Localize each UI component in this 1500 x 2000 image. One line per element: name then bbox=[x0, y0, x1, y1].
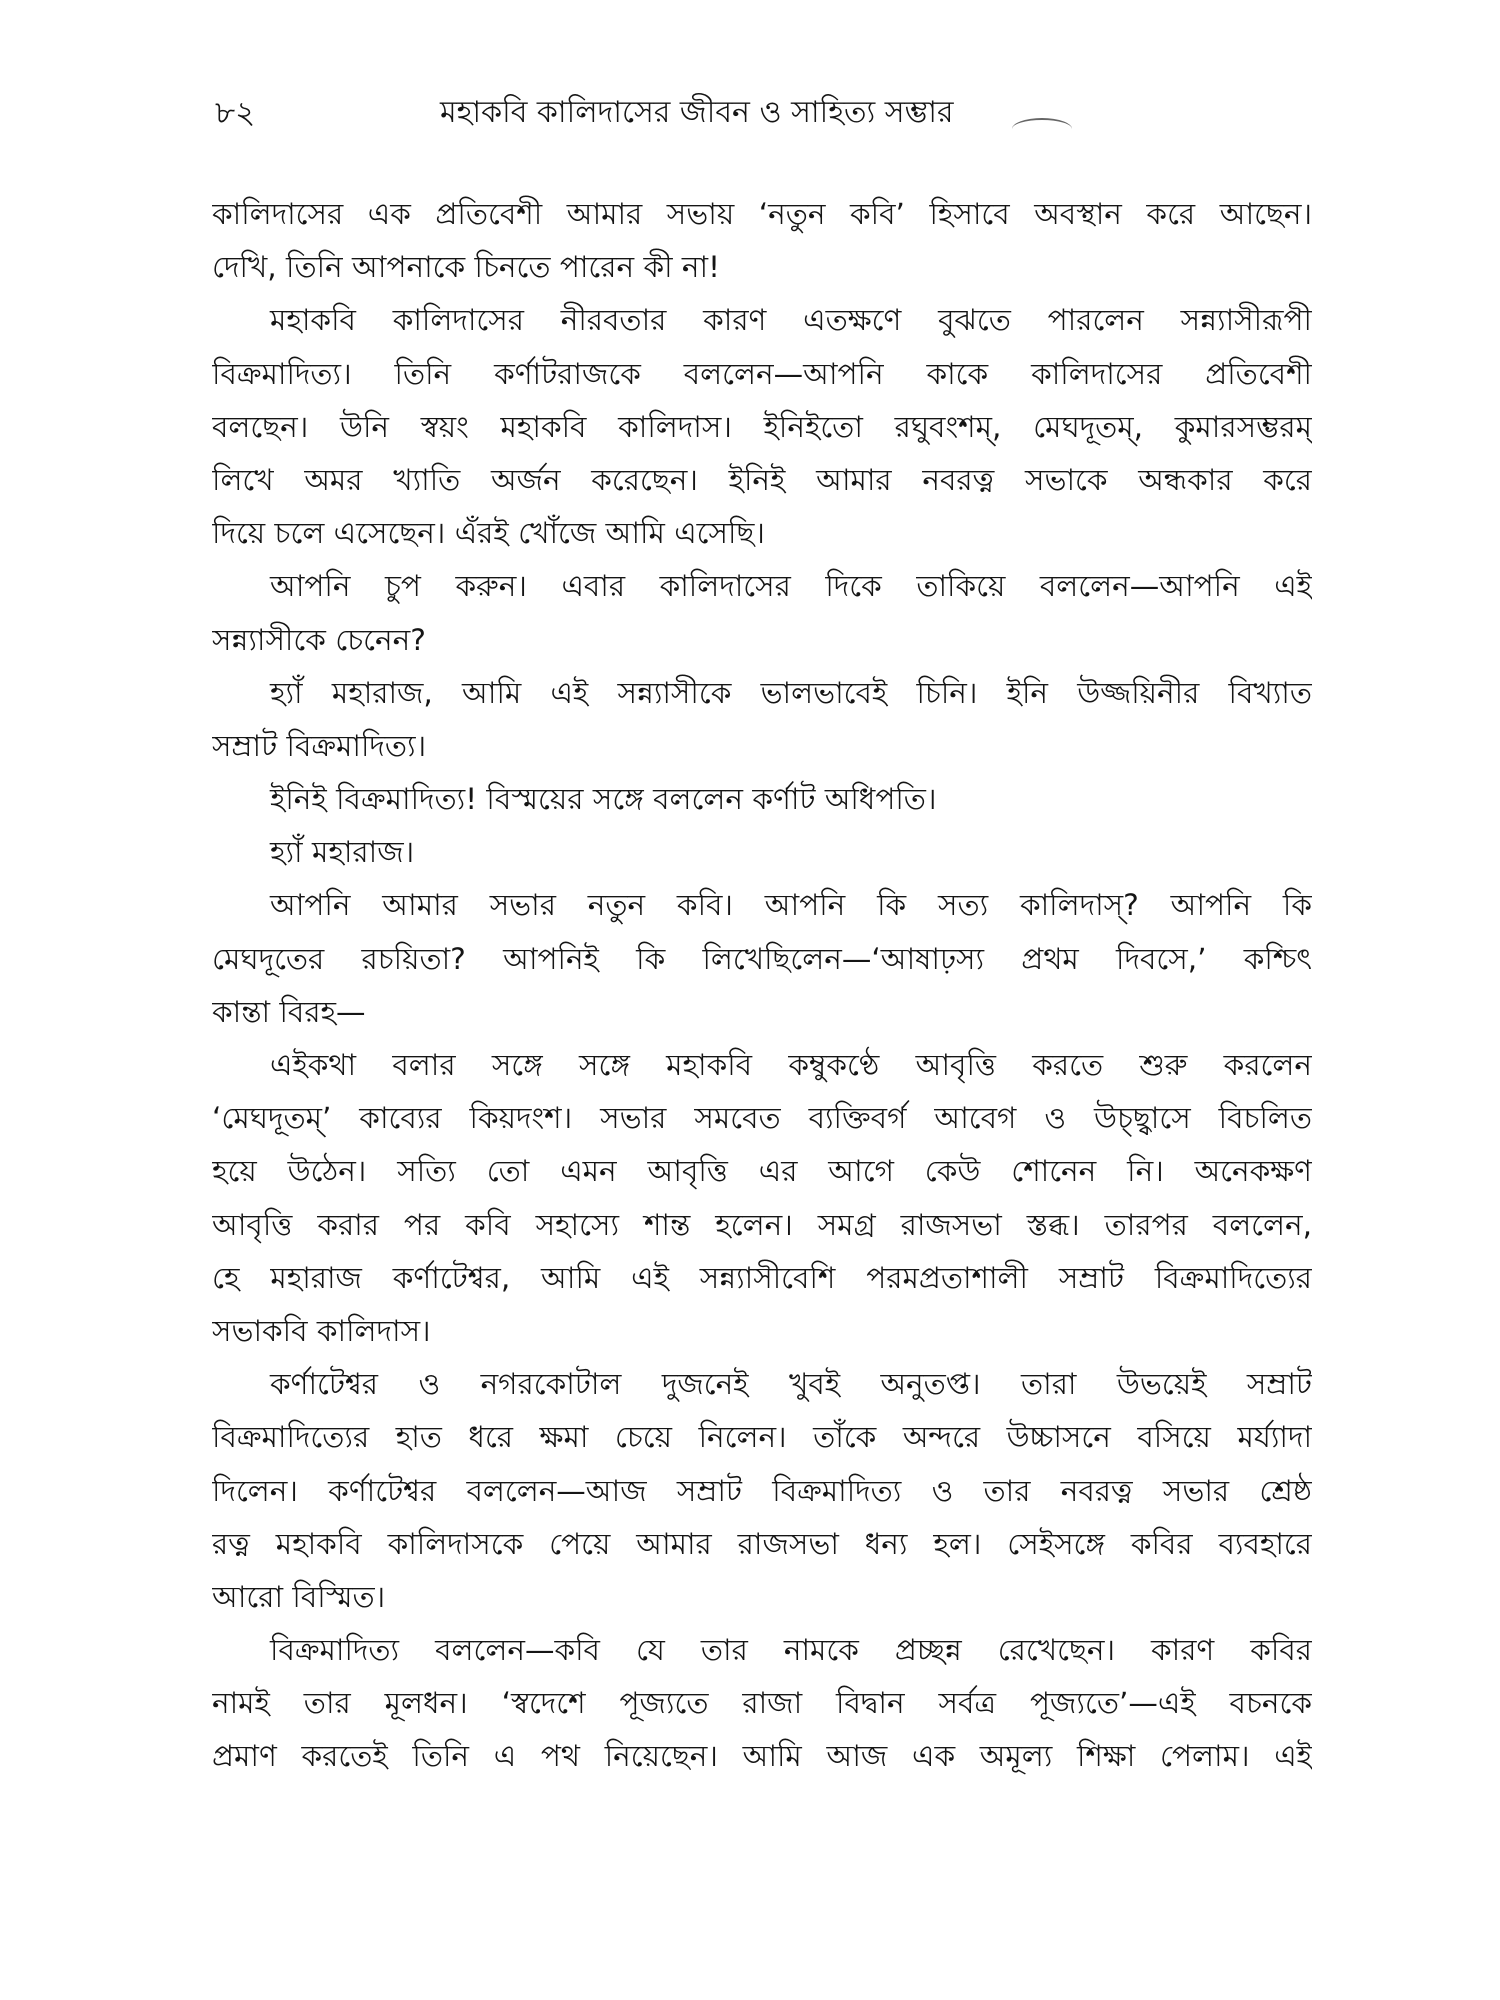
text-line: দিয়ে চলে এসেছেন। এঁরই খোঁজে আমি এসেছি। bbox=[212, 516, 765, 551]
text-line: সন্ন্যাসীকে চেনেন? bbox=[212, 622, 426, 657]
text-line: প্রমাণ করতেই তিনি এ পথ নিয়েছেন। আমি আজ এক অমূল্য শিক্ষা পেলাম। এই bbox=[212, 1739, 1312, 1774]
text-line: এইকথা বলার সঙ্গে সঙ্গে মহাকবি কম্বুকণ্ঠে আবৃত্তি করতে শুরু করলেন bbox=[270, 1048, 1312, 1082]
text-line: আপনি আমার সভার নতুন কবি। আপনি কি সত্য কালিদাস্? আপনি কি bbox=[270, 888, 1312, 923]
text-line: ইনিই বিক্রমাদিত্য! বিস্ময়ের সঙ্গে বললেন কর্ণাট অধিপতি। bbox=[270, 782, 937, 817]
text-line: হয়ে উঠেন। সত্যি তো এমন আবৃত্তি এর আগে কেউ শোনেন নি। অনেকক্ষণ bbox=[212, 1154, 1312, 1189]
text-line: সম্রাট বিক্রমাদিত্য। bbox=[212, 728, 427, 763]
text-line: আবৃত্তি করার পর কবি সহাস্যে শান্ত হলেন। সমগ্র রাজসভা স্তব্ধ। তারপর বললেন, bbox=[212, 1207, 1312, 1242]
text-line: কালিদাসের এক প্রতিবেশী আমার সভায় ‘নতুন কবি’ হিসাবে অবস্থান করে আছেন। bbox=[212, 197, 1312, 231]
running-title: মহাকবি কালিদাসের জীবন ও সাহিত্য সম্ভার bbox=[440, 95, 954, 130]
text-line: আপনি চুপ করুন। এবার কালিদাসের দিকে তাকিয়ে বললেন—আপনি এই bbox=[270, 569, 1312, 604]
text-line: মেঘদূতের রচয়িতা? আপনিই কি লিখেছিলেন—‘আষাঢ়স্য প্রথম দিবসে,’ কশ্চিৎ bbox=[212, 941, 1312, 976]
text-line: আরো বিস্মিত। bbox=[212, 1579, 386, 1614]
text-line: রত্ন মহাকবি কালিদাসকে পেয়ে আমার রাজসভা ধন্য হল। সেইসঙ্গে কবির ব্যবহারে bbox=[212, 1526, 1312, 1561]
text-line: দিলেন। কর্ণাটেশ্বর বললেন—আজ সম্রাট বিক্রমাদিত্য ও তার নবরত্ন সভার শ্রেষ্ঠ bbox=[212, 1473, 1312, 1508]
text-line: ‘মেঘদূতম্’ কাব্যের কিয়দংশ। সভার সমবেত ব্যক্তিবর্গ আবেগ ও উচ্ছ্বাসে বিচলিত bbox=[212, 1101, 1312, 1136]
text-line: কর্ণাটেশ্বর ও নগরকোটাল দুজনেই খুবই অনুতপ্ত। তারা উভয়েই সম্রাট bbox=[270, 1367, 1312, 1402]
text-line: বিক্রমাদিত্যের হাত ধরে ক্ষমা চেয়ে নিলেন। তাঁকে অন্দরে উচ্চাসনে বসিয়ে মর্য্যাদা bbox=[212, 1420, 1312, 1455]
text-line: বিক্রমাদিত্য বললেন—কবি যে তার নামকে প্রচ্ছন্ন রেখেছেন। কারণ কবির bbox=[270, 1633, 1312, 1668]
body-text bbox=[212, 188, 1312, 1784]
text-line: মহাকবি কালিদাসের নীরবতার কারণ এতক্ষণে বুঝতে পারলেন সন্ন্যাসীরূপী bbox=[270, 303, 1312, 338]
text-line: হ্যাঁ মহারাজ, আমি এই সন্ন্যাসীকে ভালভাবেই চিনি। ইনি উজ্জয়িনীর বিখ্যাত bbox=[270, 675, 1312, 710]
text-line: দেখি, তিনি আপনাকে চিনতে পারেন কী না! bbox=[212, 250, 720, 285]
text-line: নামই তার মূলধন। ‘স্বদেশে পূজ্যতে রাজা বিদ্বান সর্বত্র পূজ্যতে’—এই বচনকে bbox=[212, 1686, 1312, 1721]
text-line: লিখে অমর খ্যাতি অর্জন করেছেন। ইনিই আমার নবরত্ন সভাকে অন্ধকার করে bbox=[212, 462, 1312, 497]
pen-mark bbox=[1012, 118, 1072, 140]
text-line: সভাকবি কালিদাস। bbox=[212, 1313, 431, 1348]
text-line: হে মহারাজ কর্ণাটেশ্বর, আমি এই সন্ন্যাসীবেশি পরমপ্রতাশালী সম্রাট বিক্রমাদিত্যের bbox=[212, 1260, 1312, 1295]
page-header bbox=[0, 88, 1500, 138]
text-line: কান্তা বিরহ— bbox=[212, 994, 366, 1029]
text-line: হ্যাঁ মহারাজ। bbox=[270, 835, 415, 870]
page-number: ৮২ bbox=[215, 95, 256, 131]
text-line: বিক্রমাদিত্য। তিনি কর্ণাটরাজকে বললেন—আপনি কাকে কালিদাসের প্রতিবেশী bbox=[212, 356, 1312, 391]
text-line: বলছেন। উনি স্বয়ং মহাকবি কালিদাস। ইনিইতো রঘুবংশম্, মেঘদূতম্, কুমারসম্ভরম্ bbox=[212, 409, 1312, 444]
